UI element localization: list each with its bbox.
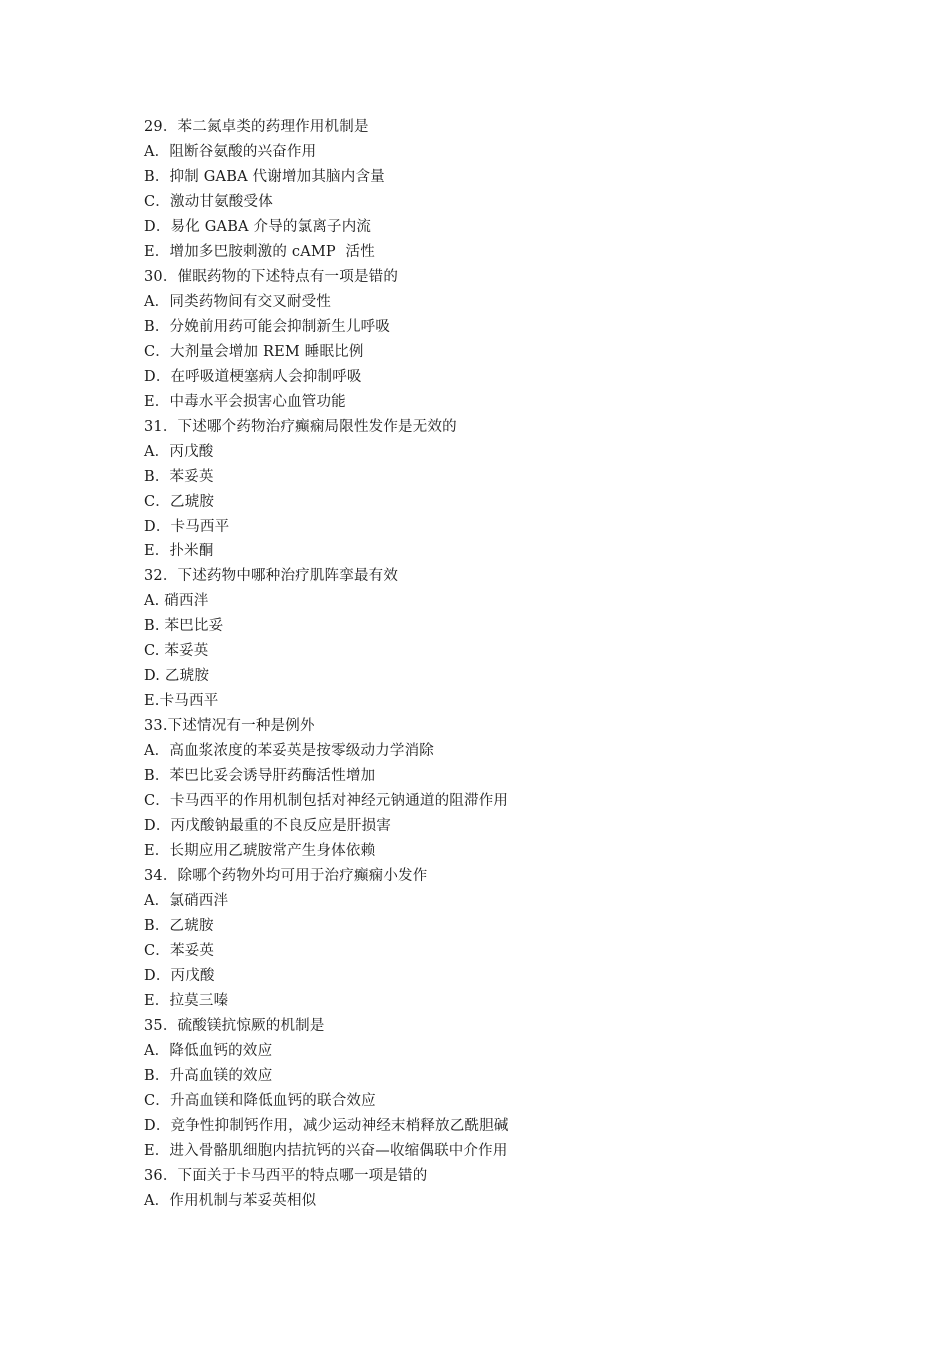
- question-35-option-c: C．升高血镁和降低血钙的联合效应: [144, 1092, 376, 1109]
- question-29-stem: 29．苯二氮卓类的药理作用机制是: [144, 119, 369, 135]
- question-32-option-b: B. 苯巴比妥: [144, 618, 224, 635]
- question-30-option-a: A．同类药物间有交叉耐受性: [144, 293, 332, 310]
- question-35-option-a: A．降低血钙的效应: [144, 1042, 273, 1059]
- question-36-option-a: A．作用机制与苯妥英相似: [144, 1192, 317, 1209]
- question-30-stem: 30．催眠药物的下述特点有一项是错的: [144, 268, 399, 285]
- question-33-stem: 33.下述情况有一种是例外: [144, 718, 315, 735]
- question-36-stem: 36．下面关于卡马西平的特点哪一项是错的: [144, 1167, 428, 1184]
- question-33-option-c: C．卡马西平的作用机制包括对神经元钠通道的阻滞作用: [144, 793, 509, 810]
- question-30-option-b: B．分娩前用药可能会抑制新生儿呼吸: [144, 318, 391, 335]
- question-30-option-e: E．中毒水平会损害心血管功能: [144, 393, 346, 410]
- question-35-option-e: E．进入骨骼肌细胞内拮抗钙的兴奋—收缩偶联中介作用: [144, 1142, 508, 1159]
- question-32-option-e: E.卡马西平: [144, 693, 219, 710]
- question-34-stem: 34．除哪个药物外均可用于治疗癫痫小发作: [144, 868, 428, 885]
- question-35-stem: 35．硫酸镁抗惊厥的机制是: [144, 1017, 325, 1034]
- question-34-option-e: E．拉莫三嗪: [144, 992, 229, 1009]
- question-30-option-d: D．在呼吸道梗塞病人会抑制呼吸: [144, 368, 362, 385]
- question-34-option-d: D．丙戊酸: [144, 967, 215, 984]
- question-35-option-d: D．竞争性抑制钙作用，减少运动神经末梢释放乙酰胆碱: [144, 1117, 509, 1134]
- question-31-option-b: B．苯妥英: [144, 468, 214, 485]
- question-33-option-e: E．长期应用乙琥胺常产生身体依赖: [144, 843, 376, 860]
- question-34-option-a: A．氯硝西泮: [144, 893, 229, 910]
- question-29-option-d: D．易化 GABA 介导的氯离子内流: [144, 218, 372, 235]
- question-32-option-a: A. 硝西泮: [144, 593, 209, 610]
- question-31-option-e: E．扑米酮: [144, 543, 214, 560]
- question-32-option-d: D. 乙琥胺: [144, 668, 210, 685]
- question-33-option-a: A．高血浆浓度的苯妥英是按零级动力学消除: [144, 743, 434, 760]
- question-31-option-d: D．卡马西平: [144, 518, 230, 535]
- question-list: [144, 115, 844, 1214]
- question-32-stem: 32．下述药物中哪种治疗肌阵挛最有效: [144, 568, 399, 585]
- question-34-option-b: B．乙琥胺: [144, 918, 214, 934]
- question-35-option-b: B．升高血镁的效应: [144, 1067, 273, 1084]
- question-31-stem: 31．下述哪个药物治疗癫痫局限性发作是无效的: [144, 418, 457, 435]
- question-34-option-c: C．苯妥英: [144, 942, 215, 959]
- question-32-option-c: C. 苯妥英: [144, 643, 209, 660]
- question-29-option-a: A．阻断谷氨酸的兴奋作用: [144, 143, 317, 160]
- question-29-option-e: E．增加多巴胺刺激的 cAMP 活性: [144, 243, 375, 260]
- question-33-option-d: D．丙戊酸钠最重的不良反应是肝损害: [144, 818, 392, 835]
- question-33-option-b: B．苯巴比妥会诱导肝药酶活性增加: [144, 768, 376, 785]
- question-30-option-c: C．大剂量会增加 REM 睡眠比例: [144, 343, 364, 360]
- question-29-option-c: C．激动甘氨酸受体: [144, 193, 273, 210]
- question-29-option-b: B．抑制 GABA 代谢增加其脑内含量: [144, 168, 385, 185]
- question-31-option-a: A．丙戊酸: [144, 443, 214, 460]
- question-31-option-c: C．乙琥胺: [144, 493, 215, 510]
